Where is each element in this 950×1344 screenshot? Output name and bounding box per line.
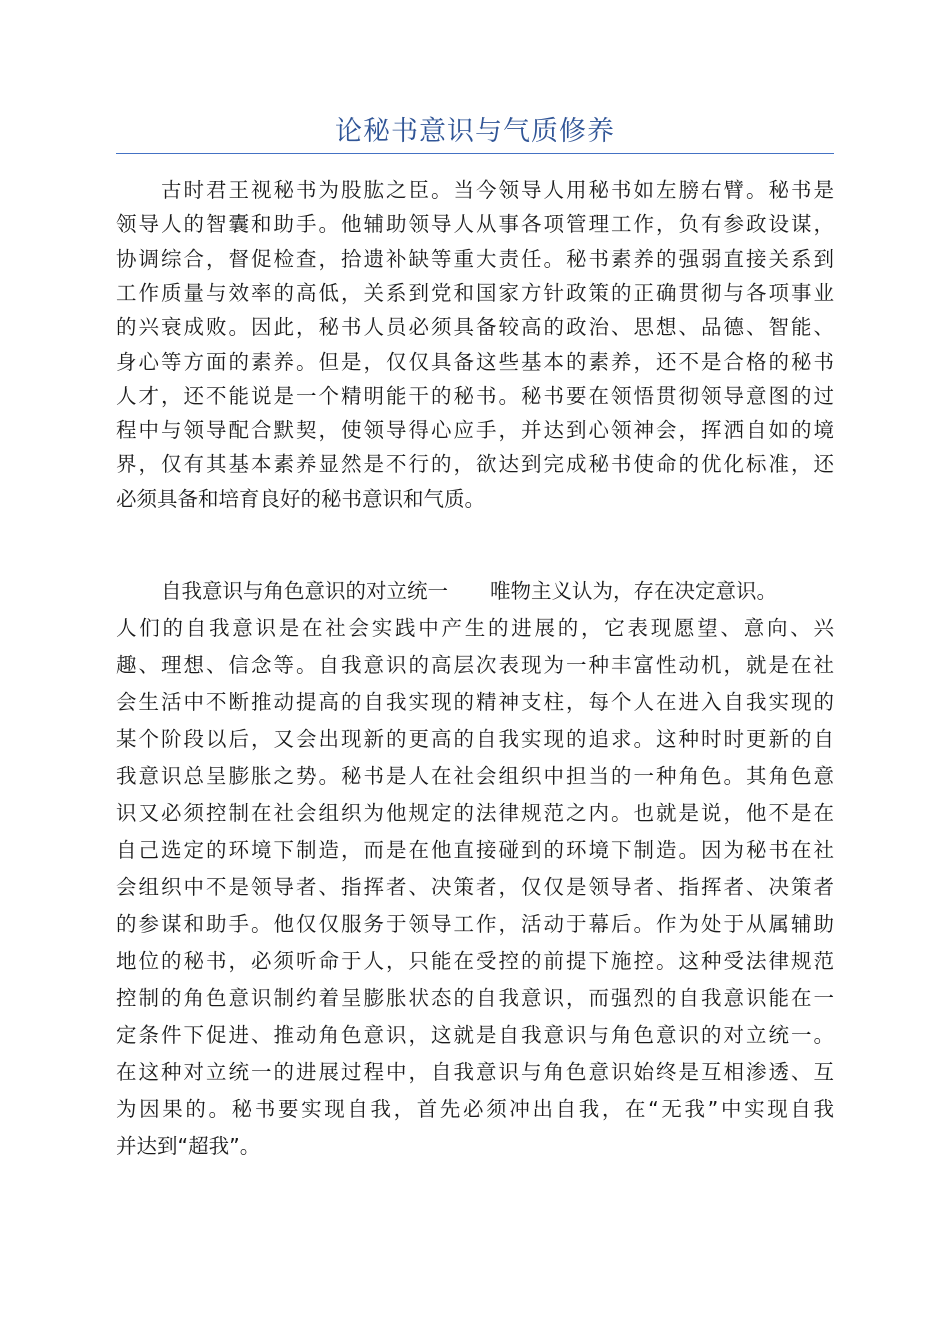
paragraph-line: 为因果的。秘书要实现自我，首先必须冲出自我，在“无我”中实现自我 xyxy=(116,1097,834,1121)
paragraph-line: 必须具备和培育良好的秘书意识和气质。 xyxy=(116,486,485,511)
paragraph-line: 定条件下促进、推动角色意识，这就是自我意识与角色意识的对立统一。 xyxy=(116,1023,834,1047)
paragraph-line: 某个阶段以后，又会出现新的更高的自我实现的追求。这种时时更新的自 xyxy=(116,727,834,751)
paragraph-line: 控制的角色意识制约着呈膨胀状态的自我意识，而强烈的自我意识能在一 xyxy=(116,986,834,1010)
paragraph-line: 程中与领导配合默契，使领导得心应手，并达到心领神会，挥洒自如的境 xyxy=(116,418,834,443)
paragraph-line: 我意识总呈膨胀之势。秘书是人在社会组织中担当的一种角色。其角色意 xyxy=(116,764,834,788)
paragraph-first-line xyxy=(116,574,834,608)
paragraph-line: 自己选定的环境下制造，而是在他直接碰到的环境下制造。因为秘书在社 xyxy=(116,838,834,862)
paragraph-line: 人们的自我意识是在社会实践中产生的进展的，它表现愿望、意向、兴 xyxy=(116,616,834,640)
paragraph-line: 界，仅有其基本素养显然是不行的，欲达到完成秘书使命的优化标准，还 xyxy=(116,452,834,477)
document-title: 论秘书意识与气质修养 xyxy=(335,116,615,147)
paragraph-line: 在这种对立统一的进展过程中，自我意识与角色意识始终是互相渗透、互 xyxy=(116,1060,834,1084)
paragraph-line: 地位的秘书，必须听命于人，只能在受控的前提下施控。这种受法律规范 xyxy=(116,949,834,973)
paragraph-line: 趣、理想、信念等。自我意识的高层次表现为一种丰富性动机，就是在社 xyxy=(116,653,834,677)
paragraph-line: 的参谋和助手。他仅仅服务于领导工作，活动于幕后。作为处于从属辅助 xyxy=(116,912,834,936)
paragraph-line: 身心等方面的素养。但是，仅仅具备这些基本的素养，还不是合格的秘书 xyxy=(116,349,834,374)
paragraph-line: 领导人的智囊和助手。他辅助领导人从事各项管理工作，负有参政设谋， xyxy=(116,212,834,237)
paragraph-line-text: 唯物主义认为，存在决定意识。 xyxy=(490,579,777,603)
paragraph-line: 的兴衰成败。因此，秘书人员必须具备较高的政治、思想、品德、智能、 xyxy=(116,315,834,340)
paragraph-line: 并达到“超我”。 xyxy=(116,1134,261,1158)
paragraph-line: 人才，还不能说是一个精明能干的秘书。秘书要在领悟贯彻领导意图的过 xyxy=(116,383,834,408)
paragraph-line: 古时君王视秘书为股肱之臣。当今领导人用秘书如左膀右臂。秘书是 xyxy=(161,178,834,202)
paragraph-line: 协调综合，督促检查，拾遗补缺等重大责任。秘书素养的强弱直接关系到 xyxy=(116,246,834,271)
paragraph-line: 识又必须控制在社会组织为他规定的法律规范之内。也就是说，他不是在 xyxy=(116,801,834,825)
paragraph-line: 会组织中不是领导者、指挥者、决策者，仅仅是领导者、指挥者、决策者 xyxy=(116,875,834,899)
title-underline xyxy=(116,153,834,154)
section-heading: 自我意识与角色意识的对立统一 xyxy=(161,579,448,603)
paragraph-line: 工作质量与效率的高低，关系到党和国家方针政策的正确贯彻与各项事业 xyxy=(116,280,834,305)
paragraph-line: 会生活中不断推动提高的自我实现的精神支柱，每个人在进入自我实现的 xyxy=(116,690,834,714)
